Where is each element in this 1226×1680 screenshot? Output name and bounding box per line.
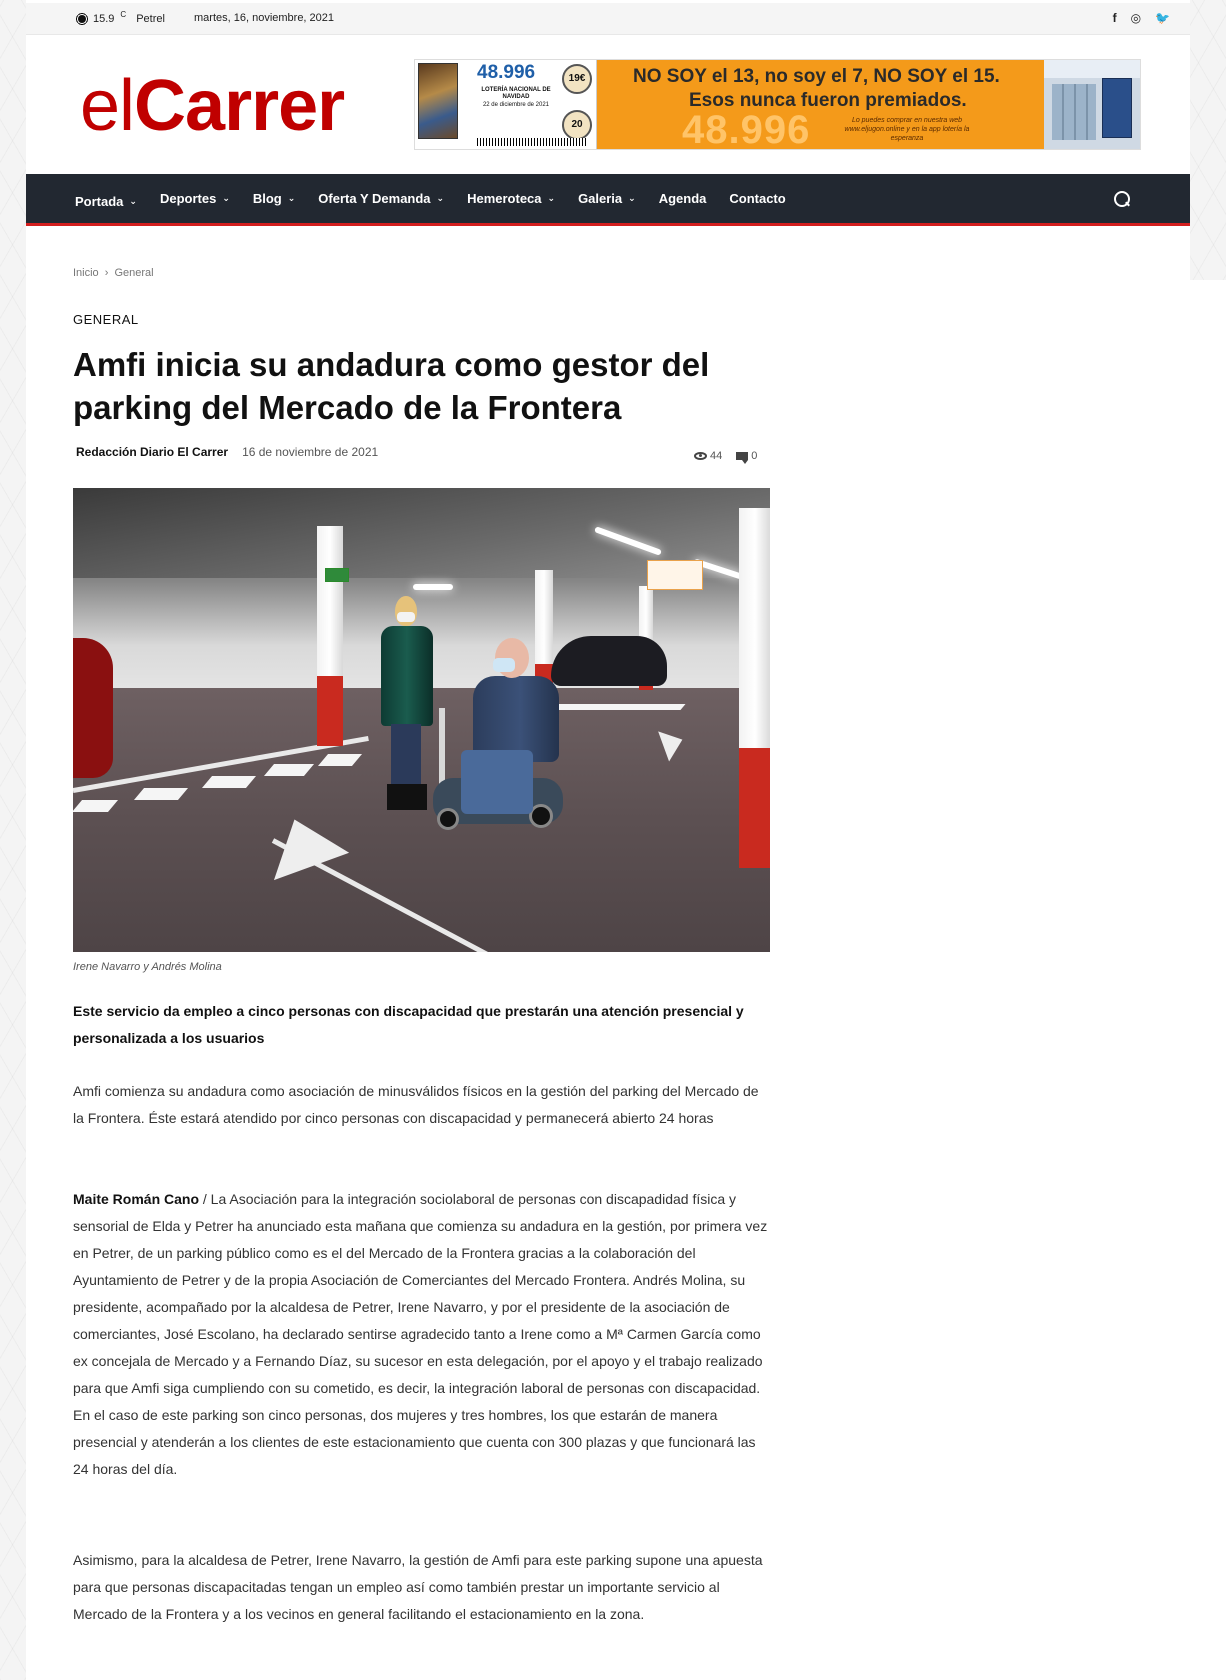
photo-man-on-scooter: [433, 638, 593, 838]
facebook-icon[interactable]: f: [1112, 11, 1117, 25]
instagram-icon[interactable]: ◎: [1130, 11, 1142, 25]
nav-item-deportes[interactable]: [160, 191, 230, 206]
ticket-number: 48.996: [477, 62, 536, 83]
shop-window: [1052, 84, 1096, 140]
article-paragraph-2: [73, 1186, 770, 1483]
comment-icon: [736, 452, 748, 460]
article-meta: [76, 445, 378, 459]
nav-item-galeria[interactable]: [578, 191, 636, 206]
current-date: martes, 16, noviembre, 2021: [194, 12, 335, 24]
nav-item-portada[interactable]: [75, 194, 137, 209]
article-category[interactable]: GENERAL: [73, 312, 139, 327]
article-photo: [73, 488, 770, 952]
comments-count[interactable]: [736, 450, 757, 462]
chevron-down-icon: ⌄: [129, 196, 137, 206]
photo-caption: Irene Navarro y Andrés Molina: [73, 961, 222, 973]
social-links: [1113, 11, 1170, 25]
temperature: 15.9: [93, 13, 115, 25]
nav-label: Galeria: [578, 191, 623, 206]
nav-label: Blog: [252, 191, 282, 206]
logo-part-carrer: Carrer: [134, 66, 345, 146]
article-paragraph-1: Amfi comienza su andadura como asociación de minusválidos físicos en la gestión del parking del Mercado de la Frontera. Éste estará atendido por cinco personas con discapacidad y permanecerá abierto 24 horas: [73, 1083, 759, 1126]
nav-item-agenda[interactable]: [659, 191, 707, 206]
lottery-banner-ad[interactable]: [414, 59, 1141, 150]
banner-headline-2: Esos nunca fueron premiados.: [689, 90, 967, 111]
top-bar: [26, 3, 1190, 35]
article-title: Amfi inicia su andadura como gestor del parking del Mercado de la Frontera: [73, 346, 710, 426]
ticket-draw-date: 22 de diciembre de 2021: [482, 102, 550, 109]
paragraph-2-text: / La Asociación para la integración sociolaboral de personas con discapadidad física y sensorial de Elda y Petrer ha anunciado esta mañana que comienza su andadura en la gestión, por primera vez en Petrer, de un parking público como es el del Mercado de la Frontera gracias a la colaboración del Ayuntamiento de Petrer y de la propia Asociación de Comerciantes del Mercado Frontera. Andrés Molina, su presidente, acompañado por la alcaldesa de Petrer, Irene Navarro, y por el presidente de la asociación de comerciantes, José Escolano, ha declarado sentirse agradecido tanto a Irene como a Mª Carmen García como ex concejala de Mercado y a Fernando Díaz, su sucesor en esta delegación, por el apoyo y el trabajo realizado para que Amfi siga cumpliendo con su cometido, es decir, la integración laboral de personas con discapacidad. En el caso de este parking son cinco personas, dos mujeres y tres hombres, los que estarán de manera presencial y atenderán a los clientes de este estacionamiento que cuenta con 300 plazas y que funcionará las 24 horas del día.: [73, 1191, 768, 1477]
comments-value: 0: [751, 450, 758, 462]
ticket-label: [477, 87, 555, 109]
banner-big-number: 48.996: [682, 108, 811, 150]
photo-light: [413, 584, 453, 590]
photo-exit-sign: [647, 560, 703, 590]
nav-item-contacto[interactable]: [729, 191, 785, 206]
ticket-barcode: [477, 138, 587, 146]
temperature-unit: C: [120, 9, 127, 19]
breadcrumb: [73, 267, 154, 279]
chevron-down-icon: ⌄: [287, 193, 296, 203]
nav-label: Contacto: [729, 191, 786, 206]
photo-car: [73, 638, 113, 778]
views-value: 44: [710, 450, 723, 462]
ticket-share-badge: 20: [562, 110, 592, 140]
photo-pillar: [739, 508, 770, 868]
banner-small-text: Lo puedes comprar en nuestra web www.eljugon.online y en la app lotería la esperanza: [844, 117, 970, 143]
chevron-down-icon: ⌄: [222, 193, 230, 203]
article-author[interactable]: Redacción Diario El Carrer: [76, 445, 229, 459]
views-count: [694, 450, 722, 462]
nav-item-oferta-y-demanda[interactable]: [318, 191, 444, 206]
logo-part-el: el: [80, 66, 135, 146]
breadcrumb-separator: ›: [104, 267, 109, 279]
article-date: 16 de noviembre de 2021: [242, 445, 379, 459]
photo-woman: [375, 596, 439, 814]
weather-widget: [75, 9, 165, 26]
article-counts: [694, 450, 757, 462]
photo-pillar: [317, 526, 343, 746]
breadcrumb-home[interactable]: Inicio: [73, 267, 99, 279]
site-logo[interactable]: [80, 66, 345, 146]
article-lead: Este servicio da empleo a cinco personas con discapacidad que prestarán una atención presencial y personalizada a los usuarios: [73, 1003, 744, 1046]
chevron-down-icon: ⌄: [436, 193, 445, 203]
search-icon[interactable]: [1114, 191, 1130, 207]
lottery-ticket: [415, 60, 597, 149]
nav-label: Portada: [75, 194, 124, 209]
photo-exit-sign: [325, 568, 349, 582]
main-navigation: [26, 174, 1190, 226]
twitter-icon[interactable]: 🐦: [1155, 11, 1170, 25]
nav-item-hemeroteca[interactable]: [467, 191, 555, 206]
banner-headline-1: NO SOY el 13, no soy el 7, NO SOY el 15.: [633, 66, 1000, 87]
chevron-down-icon: ⌄: [547, 193, 556, 203]
nav-label: Hemeroteca: [467, 191, 542, 206]
ticket-price-badge: 19€: [562, 64, 592, 94]
byline: Maite Román Cano: [73, 1191, 200, 1207]
article-paragraph-3: Asimismo, para la alcaldesa de Petrer, Irene Navarro, la gestión de Amfi para este parking supone una apuesta para que personas discapacitadas tengan un empleo así como también prestar un importante servicio al Mercado de la Frontera y a los vecinos en general facilitando el estacionamiento en la zona.: [73, 1552, 763, 1622]
breadcrumb-current[interactable]: General: [114, 267, 154, 279]
banner-shop-photo: [1044, 60, 1140, 149]
ticket-painting: [418, 63, 458, 139]
chevron-down-icon: ⌄: [628, 193, 636, 203]
city-name: Petrel: [136, 13, 165, 25]
nav-label: Oferta Y Demanda: [318, 191, 431, 206]
nav-item-blog[interactable]: [253, 191, 295, 206]
ticket-lottery-name: LOTERÍA NACIONAL DE NAVIDAD: [481, 87, 551, 100]
nav-label: Agenda: [658, 191, 707, 206]
banner-message: [597, 60, 1044, 149]
nav-label: Deportes: [159, 191, 217, 206]
shop-door: [1102, 78, 1132, 138]
sun-icon: [75, 12, 89, 26]
eye-icon: [694, 452, 707, 460]
